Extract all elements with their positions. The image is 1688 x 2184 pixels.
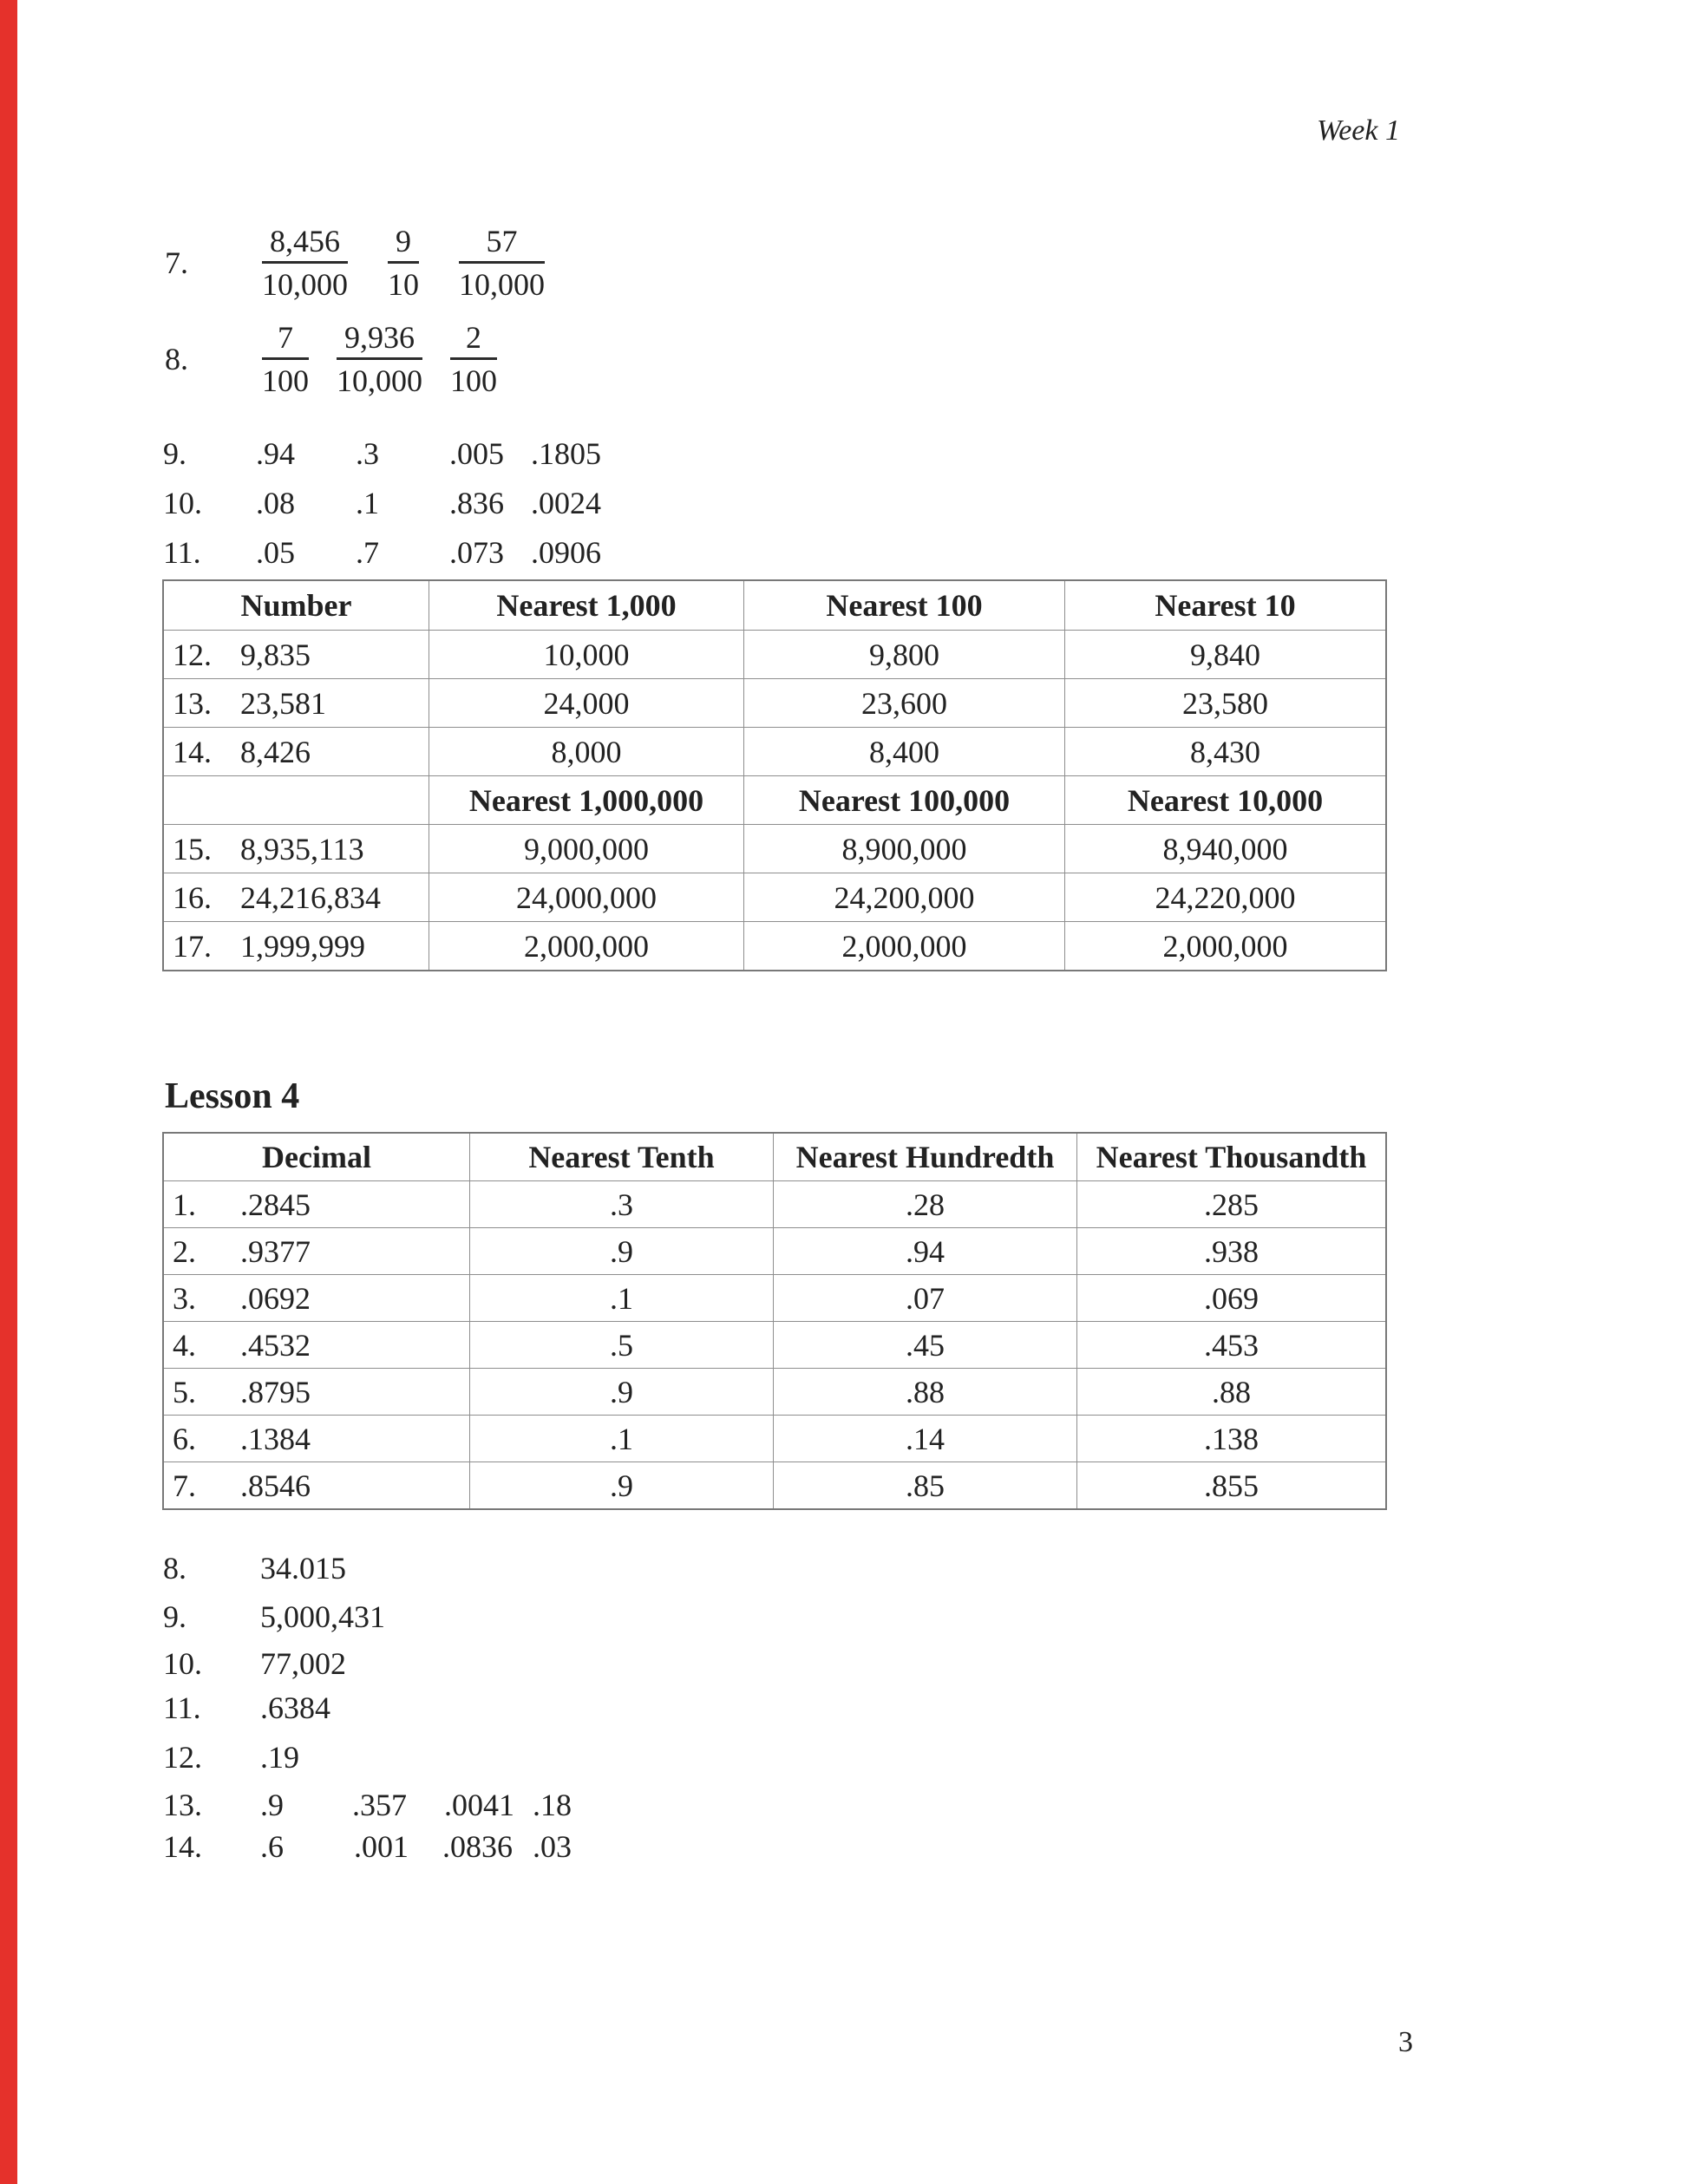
decimal-rounding-table [162, 1132, 1387, 1510]
row-number-label: 12. [173, 637, 212, 672]
fraction-numerator: 2 [450, 319, 497, 360]
fraction-numerator: 9,936 [337, 319, 422, 360]
fraction [450, 319, 497, 399]
header-cell: Nearest 10,000 [1064, 775, 1385, 824]
row-number-label: 14. [173, 734, 212, 769]
answer-row [0, 1787, 1688, 1825]
data-cell: .14 [773, 1415, 1076, 1461]
answer-value: .0041 [444, 1788, 514, 1822]
data-cell: 23,580 [1064, 678, 1385, 727]
answer-label: 8. [163, 1551, 186, 1586]
data-cell: 8,400 [743, 727, 1064, 775]
fraction-denominator: 100 [450, 363, 497, 398]
data-cell [164, 1227, 469, 1274]
data-cell [164, 1415, 469, 1461]
answer-value: .03 [533, 1829, 572, 1864]
cell-value: 1,999,999 [240, 928, 365, 964]
answer-value: .08 [256, 486, 295, 520]
data-cell: .285 [1076, 1180, 1385, 1227]
data-cell: .855 [1076, 1461, 1385, 1508]
cell-value: .8795 [240, 1374, 311, 1409]
data-cell: 2,000,000 [743, 921, 1064, 970]
cell-value: 8,935,113 [240, 831, 364, 866]
answer-value: 5,000,431 [260, 1599, 385, 1634]
data-cell: .94 [773, 1227, 1076, 1274]
answer-value: .001 [354, 1829, 409, 1864]
row-number-label: 4. [173, 1327, 196, 1363]
cell-value: 8,426 [240, 734, 311, 769]
data-cell [164, 921, 429, 970]
answer-value: 77,002 [260, 1646, 346, 1681]
fraction-item-7 [165, 223, 585, 303]
data-cell: 2,000,000 [1064, 921, 1385, 970]
answer-value: .9 [260, 1788, 284, 1822]
answer-row [0, 435, 1688, 474]
data-cell: 24,000 [429, 678, 743, 727]
answer-value: .3 [356, 436, 379, 471]
data-cell: .138 [1076, 1415, 1385, 1461]
data-cell [164, 1274, 469, 1321]
row-number-label: 17. [173, 928, 212, 964]
answer-value: .6384 [260, 1690, 330, 1725]
cell-value: 23,581 [240, 685, 326, 721]
answer-value: .05 [256, 535, 295, 570]
data-cell: .45 [773, 1321, 1076, 1368]
fraction-denominator: 10,000 [459, 267, 545, 302]
cell-value: .9377 [240, 1233, 311, 1269]
cell-value: .0692 [240, 1280, 311, 1316]
answer-value: .0836 [442, 1829, 513, 1864]
answer-value: 34.015 [260, 1551, 346, 1586]
cell-value: .1384 [240, 1421, 311, 1456]
row-number-label: 2. [173, 1233, 196, 1269]
data-cell: .938 [1076, 1227, 1385, 1274]
data-cell: .85 [773, 1461, 1076, 1508]
answer-row [0, 534, 1688, 572]
answer-value: .18 [533, 1788, 572, 1822]
data-cell [164, 1321, 469, 1368]
data-cell: .3 [469, 1180, 773, 1227]
header-cell: Decimal [262, 1140, 371, 1174]
answer-label: 14. [163, 1829, 202, 1864]
lesson-title: Lesson 4 [165, 1076, 300, 1116]
answer-value: .7 [356, 535, 379, 570]
answer-value: .1 [356, 486, 379, 520]
answer-row [0, 1550, 1688, 1588]
answer-value: .0906 [531, 535, 601, 570]
header-cell: Nearest 100,000 [743, 775, 1064, 824]
answer-value: .357 [352, 1788, 407, 1822]
answer-value: .0024 [531, 486, 601, 520]
answer-label: 8. [165, 342, 188, 376]
answer-row [0, 1645, 1688, 1684]
data-cell: .28 [773, 1180, 1076, 1227]
data-cell: 8,000 [429, 727, 743, 775]
header-cell: Nearest 100 [743, 581, 1064, 630]
answer-value: .073 [449, 535, 504, 570]
answer-label: 11. [163, 1690, 201, 1725]
fraction [459, 223, 545, 303]
row-number-label: 16. [173, 879, 212, 915]
answer-value: .94 [256, 436, 295, 471]
data-cell: 2,000,000 [429, 921, 743, 970]
answer-label: 13. [163, 1788, 202, 1822]
data-cell: 8,940,000 [1064, 824, 1385, 873]
data-cell: 24,220,000 [1064, 873, 1385, 921]
data-cell [164, 873, 429, 921]
header-cell: Number [240, 588, 352, 623]
fraction [337, 319, 422, 399]
cell-value: .2845 [240, 1187, 311, 1222]
data-cell: 9,800 [743, 630, 1064, 678]
data-cell: 24,200,000 [743, 873, 1064, 921]
row-number-label: 5. [173, 1374, 196, 1409]
fraction-item-8 [165, 319, 525, 399]
data-cell: .069 [1076, 1274, 1385, 1321]
data-cell: .88 [773, 1368, 1076, 1415]
data-cell: 8,900,000 [743, 824, 1064, 873]
data-cell: 10,000 [429, 630, 743, 678]
row-number-label: 7. [173, 1468, 196, 1503]
data-cell: 24,000,000 [429, 873, 743, 921]
data-cell: 9,840 [1064, 630, 1385, 678]
data-cell: .1 [469, 1274, 773, 1321]
week-header-label: Week 1 [1317, 114, 1400, 147]
data-cell: .9 [469, 1368, 773, 1415]
data-cell: .5 [469, 1321, 773, 1368]
answer-value: .1805 [531, 436, 601, 471]
data-cell: 8,430 [1064, 727, 1385, 775]
fraction-numerator: 9 [388, 223, 419, 264]
answer-row [0, 485, 1688, 523]
cell-value: .4532 [240, 1327, 311, 1363]
header-cell [164, 775, 429, 824]
answer-label: 10. [163, 486, 202, 520]
header-cell: Nearest 1,000 [429, 581, 743, 630]
data-cell [164, 630, 429, 678]
fraction-denominator: 10,000 [262, 267, 348, 302]
cell-value: .8546 [240, 1468, 311, 1503]
data-cell [164, 727, 429, 775]
row-number-label: 1. [173, 1187, 196, 1222]
cell-value: 24,216,834 [240, 879, 381, 915]
answer-label: 10. [163, 1646, 202, 1681]
data-cell: .9 [469, 1227, 773, 1274]
page-number: 3 [1398, 2026, 1413, 2058]
data-cell: .88 [1076, 1368, 1385, 1415]
answer-label: 9. [163, 1599, 186, 1634]
row-number-label: 3. [173, 1280, 196, 1316]
answer-label: 9. [163, 436, 186, 471]
header-cell: Nearest Thousandth [1076, 1134, 1385, 1180]
data-cell: .1 [469, 1415, 773, 1461]
answer-value: .19 [260, 1740, 299, 1775]
answer-row [0, 1828, 1688, 1867]
fraction-denominator: 100 [262, 363, 309, 398]
row-number-label: 13. [173, 685, 212, 721]
answer-row [0, 1599, 1688, 1637]
header-cell: Nearest 1,000,000 [429, 775, 743, 824]
data-cell: .9 [469, 1461, 773, 1508]
data-cell [164, 1368, 469, 1415]
data-cell: .07 [773, 1274, 1076, 1321]
header-cell: Nearest 10 [1064, 581, 1385, 630]
fraction-denominator: 10 [388, 267, 419, 302]
header-cell: Nearest Tenth [469, 1134, 773, 1180]
data-cell: 9,000,000 [429, 824, 743, 873]
data-cell [164, 1461, 469, 1508]
answer-label: 11. [163, 535, 201, 570]
fraction-numerator: 7 [262, 319, 309, 360]
answer-label: 7. [165, 245, 188, 280]
answer-value: .005 [449, 436, 504, 471]
fraction [262, 319, 309, 399]
cell-value: 9,835 [240, 637, 311, 672]
header-cell: Nearest Hundredth [773, 1134, 1076, 1180]
fraction-numerator: 8,456 [262, 223, 348, 264]
data-cell: 23,600 [743, 678, 1064, 727]
answer-row [0, 1690, 1688, 1728]
data-cell [164, 1180, 469, 1227]
fraction-numerator: 57 [459, 223, 545, 264]
fraction [262, 223, 348, 303]
answer-value: .6 [260, 1829, 284, 1864]
answer-label: 12. [163, 1740, 202, 1775]
data-cell [164, 678, 429, 727]
answer-value: .836 [449, 486, 504, 520]
fraction [388, 223, 419, 303]
data-cell [164, 824, 429, 873]
fraction-denominator: 10,000 [337, 363, 422, 398]
row-number-label: 15. [173, 831, 212, 866]
data-cell: .453 [1076, 1321, 1385, 1368]
rounding-table [162, 579, 1387, 971]
row-number-label: 6. [173, 1421, 196, 1456]
answer-row [0, 1739, 1688, 1777]
